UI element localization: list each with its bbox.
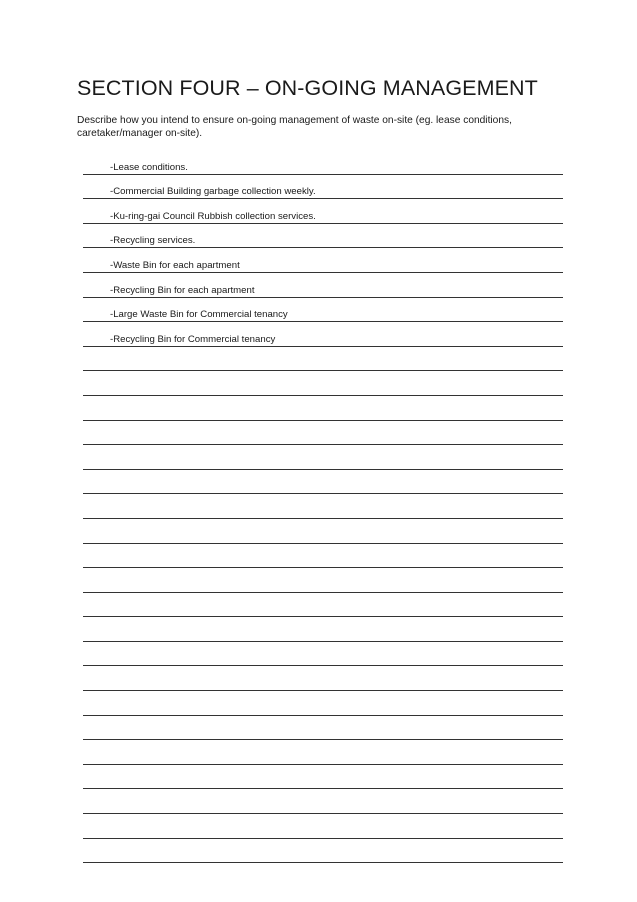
response-line[interactable] xyxy=(83,765,563,790)
response-line-text: -Recycling services. xyxy=(110,235,196,247)
response-line[interactable] xyxy=(83,789,563,814)
response-line[interactable] xyxy=(83,175,563,200)
response-line[interactable] xyxy=(83,199,563,224)
response-line[interactable] xyxy=(83,642,563,667)
response-line[interactable] xyxy=(83,740,563,765)
section-description: Describe how you intend to ensure on-going management of waste on-site (eg. lease conditions, caretaker/manager on-site). xyxy=(77,115,512,139)
response-line[interactable] xyxy=(83,544,563,569)
response-line[interactable] xyxy=(83,248,563,273)
response-line[interactable] xyxy=(83,593,563,618)
response-line[interactable] xyxy=(83,691,563,716)
response-line[interactable] xyxy=(83,322,563,347)
response-line[interactable] xyxy=(83,371,563,396)
response-line[interactable] xyxy=(83,814,563,839)
response-line[interactable] xyxy=(83,568,563,593)
response-line[interactable] xyxy=(83,421,563,446)
response-line[interactable] xyxy=(83,224,563,249)
response-line-text: -Waste Bin for each apartment xyxy=(110,259,240,271)
response-line[interactable] xyxy=(83,617,563,642)
response-line[interactable] xyxy=(83,150,563,175)
response-line[interactable] xyxy=(83,445,563,470)
response-line[interactable] xyxy=(83,470,563,495)
response-line-text: -Recycling Bin for each apartment xyxy=(110,284,255,296)
response-line-text: -Recycling Bin for Commercial tenancy xyxy=(110,333,276,345)
response-line[interactable] xyxy=(83,519,563,544)
response-line[interactable] xyxy=(83,494,563,519)
response-line[interactable] xyxy=(83,666,563,691)
response-line-text: -Ku-ring-gai Council Rubbish collection services. xyxy=(110,210,316,222)
response-line[interactable] xyxy=(83,839,563,864)
response-line[interactable] xyxy=(83,298,563,323)
response-lines xyxy=(83,150,563,863)
response-line[interactable] xyxy=(83,396,563,421)
response-line[interactable] xyxy=(83,347,563,372)
response-line-text: -Lease conditions. xyxy=(110,161,188,173)
response-line[interactable] xyxy=(83,273,563,298)
section-title: SECTION FOUR – ON-GOING MANAGEMENT xyxy=(77,76,538,100)
response-line-text: -Commercial Building garbage collection weekly. xyxy=(110,186,316,198)
response-line-text: -Large Waste Bin for Commercial tenancy xyxy=(110,309,288,321)
response-line[interactable] xyxy=(83,716,563,741)
